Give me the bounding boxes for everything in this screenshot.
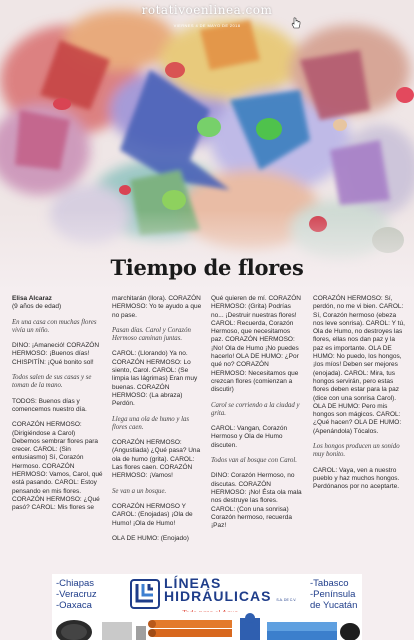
paragraph: CORAZÓN HERMOSO: Sí, perdón, no me vi bien. CAROL: Sí, Corazón hermoso (ebeza nos leve sonrisa). CAROL: Y tú, Ola de Humo, no destroyes las flores, ellas nos dan paz y la paz es importante. OLA DE HUMO: No puedo, los hongos, ¡los míos! Deben ser mejores (enojada). CAROL: Mira, tus hongos servirán, pero estas flores deben estar para la paz (dice con una sonrisa Carol). OLA DE HUMO: Pero mis hongos son mágicos. CAROL: ¿Qué hacen? OLA DE HUMO: (Apenándola) Tócalos. [313, 295, 405, 435]
text-column-4 [313, 295, 405, 492]
masthead [0, 0, 414, 34]
ad-regions-right [310, 578, 357, 611]
dateline: VIERNES 4 DE MAYO DE 2018 [173, 23, 241, 28]
paragraph: DINO: Corazón Hermoso, no discutas. CORAZÓN HERMOSO: ¡No! Ésta ola mala nos destruye las flores. CAROL: (Con una sonrisa) Corazón hermoso, recuerda ¡Paz! [211, 472, 302, 530]
ad-region: -Chiapas [56, 578, 95, 589]
ad-brand [164, 577, 304, 617]
paragraph: CAROL: (Llorando) Ya no. CORAZÓN HERMOSO: Lo siento, Carol. CAROL: (Se limpia las lágrimas) Eran muy buenas. CORAZÓN HERMOSO: (La abraza) Perdón. [112, 350, 198, 408]
brand-line-1: LÍNEAS [164, 575, 222, 591]
paragraph: Qué quieren de mí. CORAZÓN HERMOSO: (Grita) Podrías no... ¡Destruir nuestras flores! CAROL: Recuerda, Corazón Hermoso, que necesitamos paz. CORAZÓN HERMOSO: ¡No! Ola de Humo ¡No puedes hacerlo! OLA DE HUMO: ¿Por qué no? CORAZÓN HERMOSO: Necesitamos que crezcan flores (comienzan a discutir) [211, 295, 301, 394]
paragraph: (9 años de edad) [12, 303, 62, 311]
brand-suffix: S.A. DE C.V. [276, 598, 297, 602]
paragraph: TODOS: Buenos días y comencemos nuestro día. [12, 397, 87, 413]
paragraph: Carol se corriendo a la ciudad y grita. [211, 401, 300, 417]
paragraph: Se van a un bosque. [112, 487, 167, 495]
paragraph: marchitarán (llora). CORAZÓN HERMOSO: Yo te ayudo a que no pase. [112, 295, 202, 319]
ad-region: de Yucatán [310, 600, 358, 611]
ad-region: -Tabasco [310, 578, 349, 589]
paragraph: Los hongos producen un sonido muy bonito. [313, 443, 400, 459]
site-name[interactable]: rotativoenlinea.com [141, 3, 273, 17]
paragraph: Pasan días. Carol y Corazón Hermoso caminan juntas. [112, 326, 191, 343]
hand-cursor-icon [291, 17, 301, 29]
paragraph: CAROL: Vangan, Corazón Hermoso y Ola de Humo discuten. [211, 425, 288, 449]
paragraph: CORAZÓN HERMOSO: (Dirigiéndose a Carol) Debemos sembrar flores para crecer. CAROL: (Sin entusiasmo) Sí, Corazón Hermoso. CORAZÓN HERMOSO: Vamos, Carol, qué está pasando. CAROL: Estoy pensando en mis flores. CORAZÓN HERMOSO: ¿Qué pasó? CAROL: Mis flores se [12, 421, 103, 512]
brand-line-2 [164, 590, 304, 607]
pipes-product-photo [52, 612, 362, 640]
paragraph: CAROL: Vaya, ven a nuestro pueblo y haz muchos hongos. Perdónanos por no aceptarte. [313, 466, 400, 491]
paragraph: OLA DE HUMO: (Enojado) [112, 534, 189, 542]
flowers-painting [0, 0, 414, 292]
paragraph: Elisa Alcaraz [12, 295, 52, 302]
brand-name: HIDRÁULICAS [164, 588, 272, 604]
text-column-1 [12, 295, 104, 513]
ad-region: -Veracruz [56, 589, 97, 600]
ad-region: -Península [310, 589, 356, 600]
text-column-3 [211, 295, 303, 530]
paragraph: CORAZÓN HERMOSO Y CAROL: (Enojadas) ¡Ola de Humo! ¡Ola de Humo! [112, 502, 193, 527]
paragraph: Todos van al bosque con Carol. [211, 457, 297, 465]
ad-regions-left [56, 578, 97, 611]
text-column-2 [112, 295, 204, 543]
blue-pipes-icon [267, 622, 337, 640]
paragraph: En una casa con muchas flores vivía un niño. [12, 318, 97, 334]
paragraph: Todos salen de sus casas y se toman de la mano. [12, 374, 92, 390]
ad-region: -Oaxaca [56, 600, 92, 611]
article-title: Tiempo de flores [110, 255, 304, 280]
paragraph: DINO: ¡Amaneció! CORAZÓN HERMOSO: ¡Buenos días! CHISPITÍN: ¡Qué bonito sol! [12, 342, 100, 366]
paragraph: CORAZÓN HERMOSO: (Angustiada) ¿Qué pasa? Una ola de humo (grita). CAROL: Las flores caen. CORAZÓN HERMOSO: ¡Vamos! [112, 439, 201, 480]
lineas-hidraulicas-logo-icon [130, 579, 160, 609]
paragraph: Llega una ola de humo y las flores caen. [112, 415, 190, 431]
